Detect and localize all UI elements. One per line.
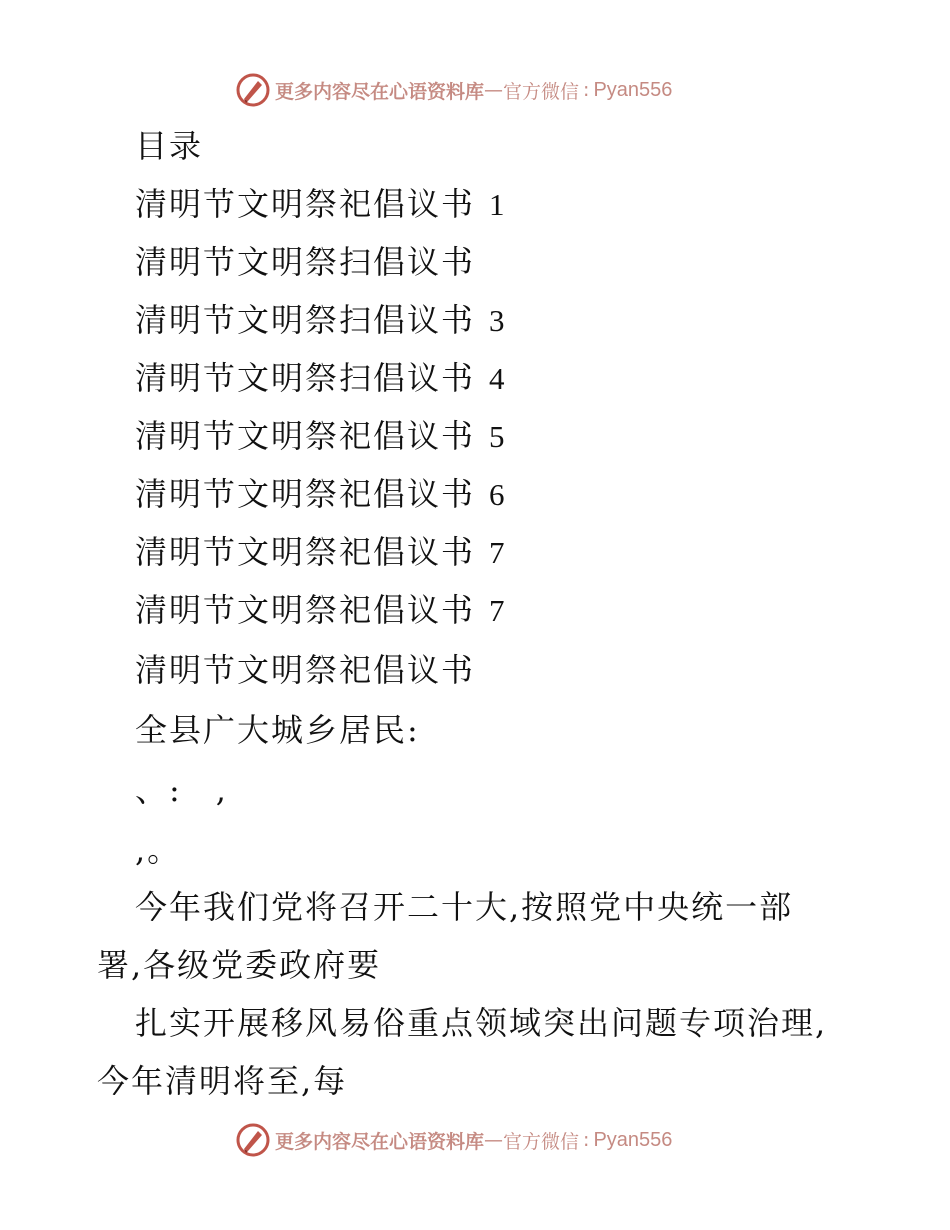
banner-content xyxy=(235,70,672,110)
banner-wechat-label: 官方微信 xyxy=(503,1130,580,1153)
toc-item[interactable] xyxy=(135,300,505,341)
banner-dash: — xyxy=(484,1129,504,1151)
toc-item-title: 清明节文明祭扫倡议书 xyxy=(135,359,476,397)
toc-item[interactable] xyxy=(135,184,505,225)
banner-dash: — xyxy=(484,79,504,101)
toc-item-title: 清明节文明祭扫倡议书 xyxy=(135,243,476,281)
toc-item[interactable] xyxy=(135,242,489,283)
toc-item-page: 7 xyxy=(489,535,505,570)
pen-logo-icon xyxy=(235,72,271,108)
toc-item-title: 清明节文明祭扫倡议书 xyxy=(135,301,476,339)
banner-colon: : xyxy=(583,79,590,101)
toc-item[interactable] xyxy=(135,474,505,515)
toc-heading: 目录 xyxy=(135,127,204,165)
paragraph: 扎实开展移风易俗重点领域突出问题专项治理,今年清明将至,每 xyxy=(97,1004,828,1100)
toc-item-title: 清明节文明祭祀倡议书 xyxy=(135,591,476,629)
toc-item-title: 清明节文明祭祀倡议书 xyxy=(135,185,476,223)
banner-wechat-id: Pyan556 xyxy=(593,78,673,101)
banner-wechat-id: Pyan556 xyxy=(593,1128,673,1151)
banner-text: 更多内容尽在心语资料库 xyxy=(275,80,485,103)
header-banner xyxy=(0,70,950,110)
toc-item[interactable] xyxy=(135,532,505,573)
banner-text: 更多内容尽在心语资料库 xyxy=(275,1130,485,1153)
toc-item[interactable] xyxy=(135,416,505,457)
toc-item-title: 清明节文明祭祀倡议书 xyxy=(135,475,476,513)
pen-logo-icon xyxy=(235,1122,271,1158)
toc-item-page: 1 xyxy=(489,187,505,222)
banner-content xyxy=(235,1120,672,1160)
footer-banner xyxy=(0,1120,950,1160)
banner-colon: : xyxy=(583,1129,590,1151)
toc-item-title: 清明节文明祭祀倡议书 xyxy=(135,417,476,455)
toc-item[interactable] xyxy=(135,358,505,399)
toc-item-title: 清明节文明祭祀倡议书 xyxy=(135,533,476,571)
toc-item[interactable] xyxy=(135,590,505,631)
punctuation-line: ,。 xyxy=(135,831,182,869)
toc-item-page: 5 xyxy=(489,419,505,454)
punctuation-line: 、: , xyxy=(135,771,228,809)
toc-item-page: 3 xyxy=(489,303,505,338)
toc-item-page: 7 xyxy=(489,593,505,628)
toc-item-page: 4 xyxy=(489,361,505,396)
salutation: 全县广大城乡居民: xyxy=(135,711,420,749)
paragraph: 今年我们党将召开二十大,按照党中央统一部署,各级党委政府要 xyxy=(97,888,794,984)
toc-item-page: 6 xyxy=(489,477,505,512)
banner-wechat-label: 官方微信 xyxy=(503,80,580,103)
document-title: 清明节文明祭祀倡议书 xyxy=(135,651,476,689)
